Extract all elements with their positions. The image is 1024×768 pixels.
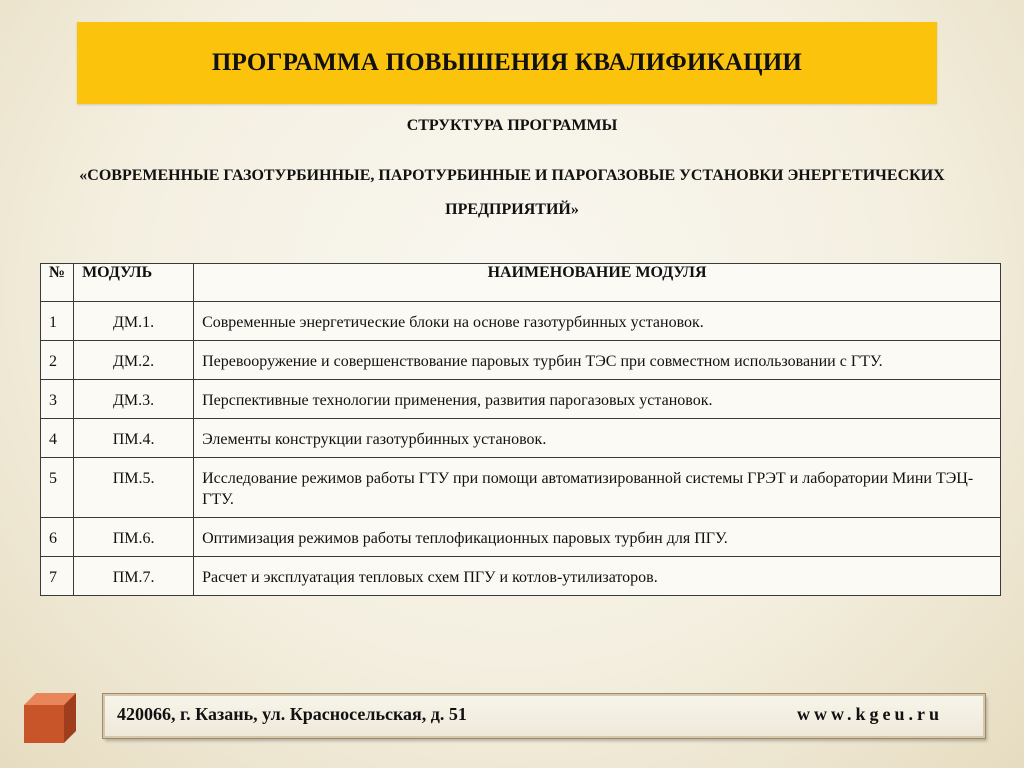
table-row bbox=[41, 302, 1001, 341]
module-code: ДМ.3. bbox=[74, 380, 194, 419]
module-name: Исследование режимов работы ГТУ при помощи автоматизированной системы ГРЭТ и лаборатории Мини ТЭЦ-ГТУ. bbox=[194, 458, 1001, 518]
program-name-line-2: ПРЕДПРИЯТИЙ» bbox=[445, 201, 579, 218]
module-name: Расчет и эксплуатация тепловых схем ПГУ и котлов-утилизаторов. bbox=[194, 557, 1001, 596]
row-number: 3 bbox=[41, 380, 74, 419]
column-header-number: № bbox=[41, 264, 74, 302]
module-code: ПМ.5. bbox=[74, 458, 194, 518]
table-row bbox=[41, 380, 1001, 419]
table-row bbox=[41, 557, 1001, 596]
row-number: 7 bbox=[41, 557, 74, 596]
column-header-module-name: НАИМЕНОВАНИЕ МОДУЛЯ bbox=[194, 264, 1001, 302]
module-name: Перевооружение и совершенствование паровых турбин ТЭС при совместном использовании с ГТУ. bbox=[194, 341, 1001, 380]
table-header-row bbox=[41, 264, 1001, 302]
footer-bar bbox=[103, 694, 985, 738]
module-name: Перспективные технологии применения, развития парогазовых установок. bbox=[194, 380, 1001, 419]
row-number: 2 bbox=[41, 341, 74, 380]
table-row bbox=[41, 419, 1001, 458]
program-structure-heading: СТРУКТУРА ПРОГРАММЫ bbox=[406, 117, 618, 134]
row-number: 6 bbox=[41, 518, 74, 557]
modules-table bbox=[40, 263, 1001, 596]
footer-address: 420066, г. Казань, ул. Красносельская, д. 51 bbox=[117, 704, 467, 724]
module-name: Современные энергетические блоки на основе газотурбинных установок. bbox=[194, 302, 1001, 341]
orange-cube-icon bbox=[24, 693, 76, 743]
module-code: ДМ.2. bbox=[74, 341, 194, 380]
module-name: Элементы конструкции газотурбинных установок. bbox=[194, 419, 1001, 458]
module-code: ДМ.1. bbox=[74, 302, 194, 341]
module-code: ПМ.4. bbox=[74, 419, 194, 458]
table-row bbox=[41, 458, 1001, 518]
table-row bbox=[41, 341, 1001, 380]
program-name-line-1: «СОВРЕМЕННЫЕ ГАЗОТУРБИННЫЕ, ПАРОТУРБИННЫЕ И ПАРОГАЗОВЫЕ УСТАНОВКИ ЭНЕРГЕТИЧЕСКИХ bbox=[79, 167, 945, 184]
column-header-module: МОДУЛЬ bbox=[74, 264, 194, 302]
module-name: Оптимизация режимов работы теплофикационных паровых турбин для ПГУ. bbox=[194, 518, 1001, 557]
row-number: 1 bbox=[41, 302, 74, 341]
program-name bbox=[8, 159, 1016, 227]
website-link[interactable]: www.kgeu.ru bbox=[796, 704, 943, 724]
page-title: ПРОГРАММА ПОВЫШЕНИЯ КВАЛИФИКАЦИИ bbox=[211, 49, 803, 76]
row-number: 4 bbox=[41, 419, 74, 458]
title-banner bbox=[77, 22, 937, 104]
module-code: ПМ.6. bbox=[74, 518, 194, 557]
row-number: 5 bbox=[41, 458, 74, 518]
table-row bbox=[41, 518, 1001, 557]
module-code: ПМ.7. bbox=[74, 557, 194, 596]
